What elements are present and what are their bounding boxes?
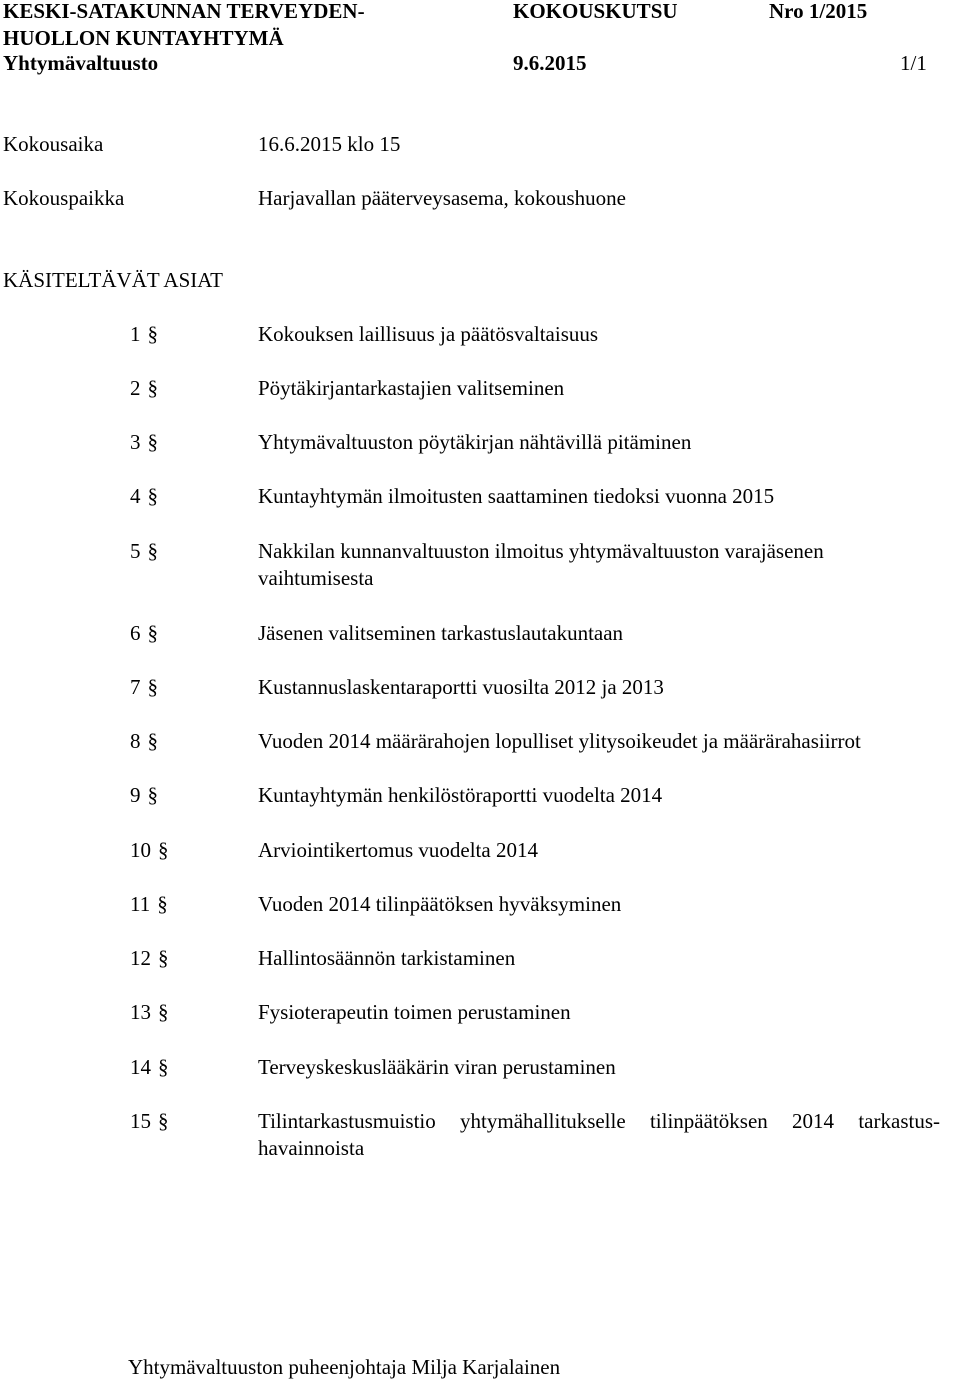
agenda-item-number <box>130 429 158 456</box>
agenda-item-number <box>130 538 158 565</box>
agenda-item-text: Hallintosäännön tarkistaminen <box>258 946 516 970</box>
agenda-item-text: Kustannuslaskentaraportti vuosilta 2012 ja 2013 <box>258 675 664 699</box>
meeting-place-value: Harjavallan pääterveysasema, kokoushuone <box>258 186 626 210</box>
agenda-item-number <box>130 782 158 809</box>
page-number: 1/1 <box>900 51 927 75</box>
agenda-item-number-text: 6 <box>130 621 141 645</box>
agenda-item-number <box>130 728 158 755</box>
agenda-item-number <box>130 375 158 402</box>
document-number: Nro 1/2015 <box>769 0 868 23</box>
section-sign-icon: § <box>147 322 158 346</box>
agenda-heading: KÄSITELTÄVÄT ASIAT <box>3 268 223 292</box>
agenda-item-text: Vuoden 2014 määrärahojen lopulliset ylitysoikeudet ja määrärahasiirrot <box>258 729 861 753</box>
agenda-item-text: Terveyskeskuslääkärin viran perustaminen <box>258 1055 616 1079</box>
agenda-item-number <box>130 837 169 864</box>
meeting-time-value: 16.6.2015 klo 15 <box>258 132 401 156</box>
document-type: KOKOUSKUTSU <box>513 0 678 23</box>
agenda-item-text: Vuoden 2014 tilinpäätöksen hyväksyminen <box>258 892 622 916</box>
organization-name <box>3 0 365 52</box>
agenda-item-text: Yhtymävaltuuston pöytäkirjan nähtävillä pitäminen <box>258 430 692 454</box>
agenda-item-number-text: 3 <box>130 430 141 454</box>
agenda-item-text: Arviointikertomus vuodelta 2014 <box>258 838 538 862</box>
agenda-item-number-text: 15 <box>130 1109 151 1133</box>
agenda-item-number-text: 10 <box>130 838 151 862</box>
agenda-item-number <box>130 483 158 510</box>
organization-line-2: HUOLLON KUNTAYHTYMÄ <box>3 26 284 50</box>
agenda-item-number-text: 4 <box>130 484 141 508</box>
section-sign-icon: § <box>158 946 169 970</box>
agenda-item-number <box>130 999 169 1026</box>
section-sign-icon: § <box>147 430 158 454</box>
agenda-item-number-text: 14 <box>130 1055 151 1079</box>
agenda-item-text: Kuntayhtymän ilmoitusten saattaminen tiedoksi vuonna 2015 <box>258 484 775 508</box>
agenda-item-text: Jäsenen valitseminen tarkastuslautakuntaan <box>258 621 624 645</box>
organization-line-1: KESKI-SATAKUNNAN TERVEYDEN- <box>3 0 365 23</box>
agenda-item-number-text: 9 <box>130 783 141 807</box>
agenda-item-number-text: 8 <box>130 729 141 753</box>
signature: Yhtymävaltuuston puheenjohtaja Milja Karjalainen <box>128 1355 561 1379</box>
section-sign-icon: § <box>147 783 158 807</box>
agenda-item-number-text: 11 <box>130 892 151 916</box>
agenda-item-text: Fysioterapeutin toimen perustaminen <box>258 1000 571 1024</box>
section-sign-icon: § <box>147 675 158 699</box>
agenda-item-number-text: 2 <box>130 376 141 400</box>
agenda-item-text: Kokouksen laillisuus ja päätösvaltaisuus <box>258 322 599 346</box>
section-sign-icon: § <box>147 539 158 563</box>
agenda-item-number-text: 7 <box>130 675 141 699</box>
agenda-item-number <box>130 321 158 348</box>
agenda-item-number <box>130 674 158 701</box>
section-sign-icon: § <box>158 838 169 862</box>
agenda-item-number <box>130 945 169 972</box>
agenda-item-number-text: 1 <box>130 322 141 346</box>
meeting-time-label: Kokousaika <box>3 132 104 156</box>
section-sign-icon: § <box>147 484 158 508</box>
agenda-item-text: Nakkilan kunnanvaltuuston ilmoitus yhtymävaltuuston varajäsenen vaihtumisesta <box>258 539 824 590</box>
agenda-item-text: Pöytäkirjantarkastajien valitseminen <box>258 376 565 400</box>
agenda-item-number-text: 5 <box>130 539 141 563</box>
agenda-item-number-text: 12 <box>130 946 151 970</box>
meeting-place-label: Kokouspaikka <box>3 186 125 210</box>
section-sign-icon: § <box>158 1109 169 1133</box>
agenda-item-number <box>130 891 168 918</box>
section-sign-icon: § <box>147 729 158 753</box>
agenda-item-number <box>130 620 158 647</box>
agenda-item-number <box>130 1108 169 1135</box>
section-sign-icon: § <box>147 621 158 645</box>
section-sign-icon: § <box>158 1000 169 1024</box>
section-sign-icon: § <box>147 376 158 400</box>
agenda-item-text: Tilintarkastusmuistio yhtymähallitukselle tilinpäätöksen 2014 tarkastus-havainnoista <box>258 1109 940 1160</box>
agenda-item-text: Kuntayhtymän henkilöstöraportti vuodelta 2014 <box>258 783 663 807</box>
agenda-item-number <box>130 1054 169 1081</box>
agenda-item-number-text: 13 <box>130 1000 151 1024</box>
governing-body: Yhtymävaltuusto <box>3 51 159 75</box>
document-date: 9.6.2015 <box>513 51 587 75</box>
section-sign-icon: § <box>157 892 168 916</box>
section-sign-icon: § <box>158 1055 169 1079</box>
